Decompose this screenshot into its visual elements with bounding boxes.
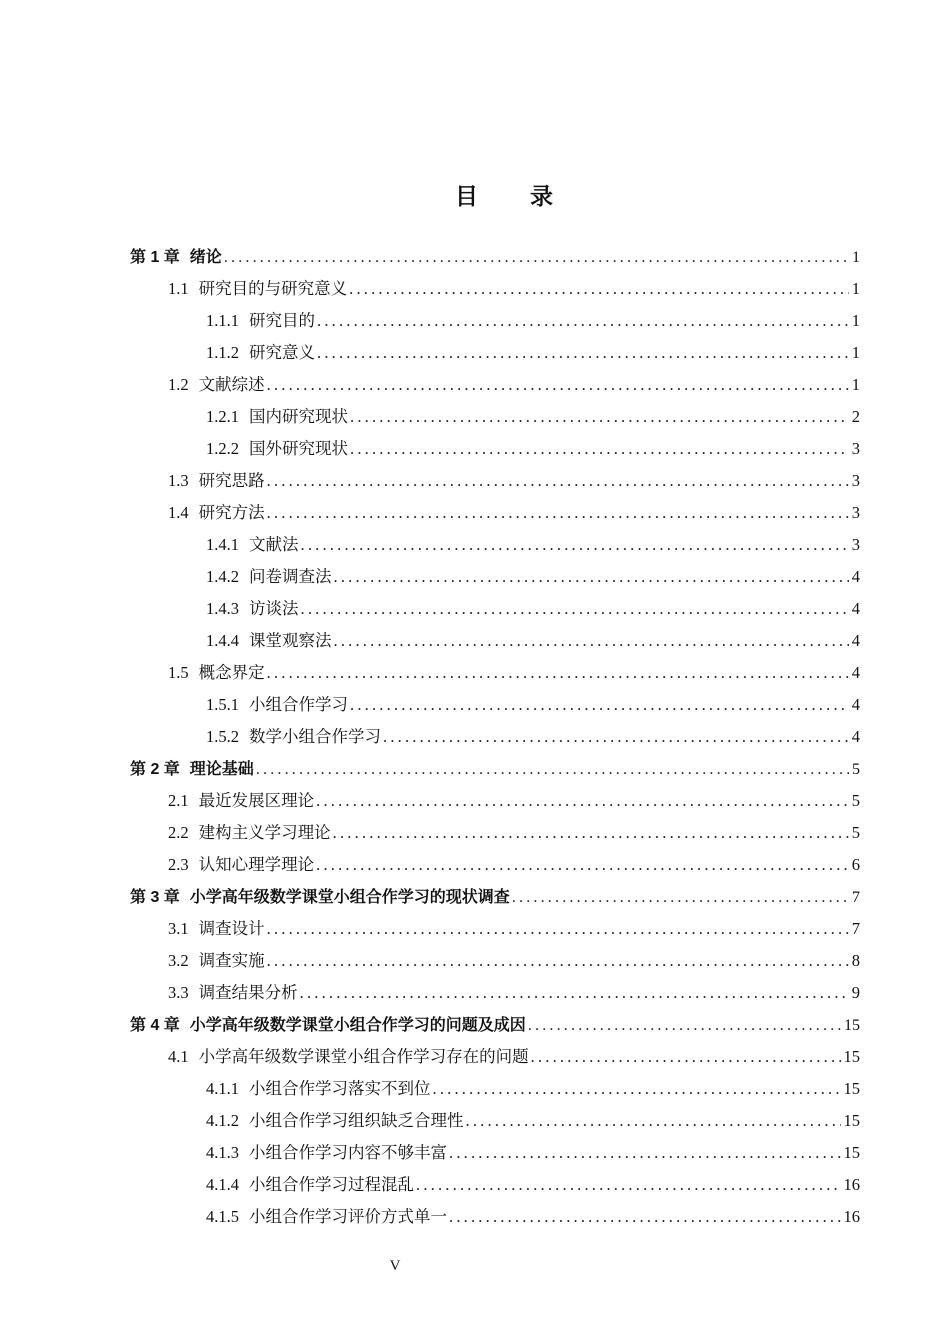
toc-entry-number: 4.1.1 — [206, 1079, 239, 1098]
toc-entry-title: 小组合作学习 — [249, 695, 348, 714]
toc-entry[interactable] — [168, 498, 860, 528]
toc-entry-number: 4.1.3 — [206, 1143, 239, 1162]
toc-leader-dots — [531, 1042, 841, 1072]
toc-entry-number: 4.1 — [168, 1047, 189, 1066]
toc-leader-dots — [349, 274, 849, 304]
toc-entry-title: 调查设计 — [198, 919, 265, 938]
toc-entry[interactable] — [130, 242, 860, 272]
toc-entry[interactable] — [130, 1010, 860, 1040]
toc-entry[interactable] — [130, 882, 860, 912]
toc-leader-dots — [267, 914, 849, 944]
toc-entry-page: 8 — [851, 951, 860, 970]
toc-leader-dots — [350, 690, 849, 720]
toc-entry-number: 第 1 章 — [130, 249, 180, 266]
toc-leader-dots — [512, 883, 849, 913]
toc-leader-dots — [300, 978, 849, 1008]
toc-entry-page: 15 — [843, 1079, 860, 1098]
toc-entry-number: 第 4 章 — [130, 1017, 180, 1034]
toc-entry-title: 绪论 — [189, 247, 222, 266]
toc-entry-number: 1.4.3 — [206, 599, 239, 618]
toc-entry-page: 5 — [851, 791, 860, 810]
toc-leader-dots — [267, 498, 849, 528]
toc-entry-number: 2.2 — [168, 823, 189, 842]
toc-entry-page: 3 — [851, 439, 860, 458]
toc-entry[interactable] — [206, 1170, 860, 1200]
toc-entry-title: 小学高年级数学课堂小组合作学习的问题及成因 — [189, 1015, 526, 1034]
toc-entry-title: 国外研究现状 — [249, 439, 348, 458]
toc-entry-number: 第 2 章 — [130, 761, 180, 778]
toc-entry-title: 理论基础 — [189, 759, 254, 778]
toc-entry-page: 3 — [851, 535, 860, 554]
toc-entry[interactable] — [168, 786, 860, 816]
toc-entry-page: 4 — [851, 727, 860, 746]
toc-entry-number: 1.5.2 — [206, 727, 239, 746]
toc-leader-dots — [267, 946, 849, 976]
toc-entry-number: 1.1.2 — [206, 343, 239, 362]
toc-leader-dots — [267, 658, 849, 688]
toc-entry[interactable] — [168, 946, 860, 976]
toc-entry-title: 国内研究现状 — [249, 407, 348, 426]
toc-entry-number: 1.4.4 — [206, 631, 239, 650]
toc-leader-dots — [267, 466, 849, 496]
toc-entry[interactable] — [168, 978, 860, 1008]
toc-leader-dots — [350, 434, 849, 464]
toc-entry[interactable] — [168, 274, 860, 304]
toc-entry[interactable] — [168, 1042, 860, 1072]
toc-leader-dots — [466, 1106, 841, 1136]
toc-entry-title: 小组合作学习内容不够丰富 — [249, 1143, 447, 1162]
toc-entry-number: 1.4 — [168, 503, 189, 522]
toc-leader-dots — [256, 755, 849, 785]
toc-entry[interactable] — [168, 370, 860, 400]
toc-leader-dots — [334, 626, 849, 656]
toc-entry-page: 3 — [851, 503, 860, 522]
toc-entry-number: 4.1.2 — [206, 1111, 239, 1130]
toc-entry-number: 1.2.1 — [206, 407, 239, 426]
toc-entry-page: 1 — [851, 311, 860, 330]
toc-entry-title: 调查实施 — [198, 951, 265, 970]
toc-entry[interactable] — [206, 402, 860, 432]
toc-entry-title: 最近发展区理论 — [198, 791, 315, 810]
toc-entry-title: 研究方法 — [198, 503, 265, 522]
toc-entry-title: 研究思路 — [198, 471, 265, 490]
toc-entry[interactable] — [206, 338, 860, 368]
toc-entry[interactable] — [206, 1106, 860, 1136]
toc-entry-page: 4 — [851, 695, 860, 714]
toc-entry-number: 1.5 — [168, 663, 189, 682]
toc-leader-dots — [267, 370, 849, 400]
toc-entry-page: 6 — [851, 855, 860, 874]
toc-entry[interactable] — [206, 306, 860, 336]
toc-title: 目 录 — [454, 184, 575, 210]
toc-leader-dots — [528, 1011, 841, 1041]
toc-entry[interactable] — [168, 658, 860, 688]
toc-leader-dots — [316, 786, 849, 816]
toc-entry-title: 研究目的 — [249, 311, 315, 330]
toc-entry-title: 问卷调查法 — [249, 567, 332, 586]
toc-entry-number: 4.1.4 — [206, 1175, 239, 1194]
toc-entry-title: 数学小组合作学习 — [249, 727, 381, 746]
toc-entry-title: 小组合作学习评价方式单一 — [249, 1207, 447, 1226]
toc-entry-page: 4 — [851, 631, 860, 650]
toc-entry-page: 1 — [852, 249, 860, 266]
toc-entry-page: 15 — [843, 1143, 860, 1162]
toc-entry-page: 1 — [851, 343, 860, 362]
toc-entry-page: 5 — [852, 761, 860, 778]
toc-entry[interactable] — [206, 626, 860, 656]
toc-entry-page: 15 — [843, 1111, 860, 1130]
toc-entry-page: 4 — [851, 567, 860, 586]
toc-leader-dots — [383, 722, 849, 752]
toc-entry-number: 3.3 — [168, 983, 189, 1002]
toc-entry-title: 认知心理学理论 — [198, 855, 315, 874]
toc-entry-title: 小学高年级数学课堂小组合作学习的现状调查 — [189, 887, 510, 906]
toc-entry-page: 2 — [851, 407, 860, 426]
toc-entry-page: 15 — [844, 1017, 860, 1034]
toc-entry[interactable] — [168, 914, 860, 944]
toc-entry-page: 16 — [843, 1175, 860, 1194]
toc-entry-title: 小组合作学习组织缺乏合理性 — [249, 1111, 464, 1130]
toc-entry[interactable] — [168, 850, 860, 880]
toc-entry-number: 1.2.2 — [206, 439, 239, 458]
toc-entry-number: 1.4.1 — [206, 535, 239, 554]
toc-entry-number: 1.1 — [168, 279, 189, 298]
toc-entry[interactable] — [206, 594, 860, 624]
toc-entry-title: 概念界定 — [198, 663, 265, 682]
toc-entry-page: 3 — [851, 471, 860, 490]
footer-page-number: V — [389, 1258, 401, 1274]
toc-entry[interactable] — [206, 690, 860, 720]
toc-entry-title: 研究意义 — [249, 343, 315, 362]
toc-leader-dots — [416, 1170, 841, 1200]
toc-entry-title: 访谈法 — [249, 599, 299, 618]
toc-entry-page: 1 — [851, 279, 860, 298]
toc-entry-page: 5 — [851, 823, 860, 842]
toc-entry[interactable] — [206, 1202, 860, 1232]
toc-entry-number: 2.1 — [168, 791, 189, 810]
toc-entry-title: 文献综述 — [198, 375, 265, 394]
toc-entry-title: 调查结果分析 — [198, 983, 298, 1002]
toc-entry-number: 4.1.5 — [206, 1207, 239, 1226]
toc-leader-dots — [333, 818, 849, 848]
toc-entry[interactable] — [206, 562, 860, 592]
toc-entry-number: 3.2 — [168, 951, 189, 970]
toc-leader-dots — [317, 306, 849, 336]
toc-entry-page: 1 — [851, 375, 860, 394]
toc-entry-page: 15 — [843, 1047, 860, 1066]
toc-leader-dots — [301, 530, 849, 560]
toc-leader-dots — [334, 562, 849, 592]
toc-entry-number: 1.1.1 — [206, 311, 239, 330]
toc-entry-number: 1.3 — [168, 471, 189, 490]
toc-entry[interactable] — [206, 530, 860, 560]
toc-entry-page: 4 — [851, 599, 860, 618]
toc-entry[interactable] — [130, 754, 860, 784]
toc-entry[interactable] — [168, 466, 860, 496]
toc-leader-dots — [317, 338, 849, 368]
toc-entry-page: 7 — [852, 889, 860, 906]
toc-leader-dots — [449, 1138, 841, 1168]
toc-entry-number: 1.4.2 — [206, 567, 239, 586]
toc-leader-dots — [316, 850, 849, 880]
toc-entry[interactable] — [206, 1074, 860, 1104]
toc-entry-title: 小组合作学习过程混乱 — [249, 1175, 414, 1194]
toc-entry-number: 2.3 — [168, 855, 189, 874]
toc-entry-number: 3.1 — [168, 919, 189, 938]
toc-entry-number: 第 3 章 — [130, 889, 180, 906]
toc-entry-number: 1.2 — [168, 375, 189, 394]
toc-leader-dots — [301, 594, 849, 624]
toc-entry[interactable] — [206, 722, 860, 752]
toc-leader-dots — [433, 1074, 841, 1104]
toc-entry-title: 课堂观察法 — [249, 631, 332, 650]
toc-entry[interactable] — [206, 1138, 860, 1168]
toc-entry-title: 研究目的与研究意义 — [198, 279, 348, 298]
toc-leader-dots — [350, 402, 849, 432]
toc-leader-dots — [224, 243, 849, 273]
toc-entry-page: 9 — [851, 983, 860, 1002]
toc-entry-title: 文献法 — [249, 535, 299, 554]
toc-entry[interactable] — [168, 818, 860, 848]
toc-entry-page: 4 — [851, 663, 860, 682]
toc-leader-dots — [449, 1202, 841, 1232]
toc-entry-page: 7 — [851, 919, 860, 938]
toc-entry-title: 建构主义学习理论 — [198, 823, 331, 842]
toc-entry-title: 小组合作学习落实不到位 — [249, 1079, 431, 1098]
toc-entry[interactable] — [206, 434, 860, 464]
toc-entry-page: 16 — [843, 1207, 860, 1226]
toc-entry-title: 小学高年级数学课堂小组合作学习存在的问题 — [198, 1047, 529, 1066]
toc-entry-number: 1.5.1 — [206, 695, 239, 714]
